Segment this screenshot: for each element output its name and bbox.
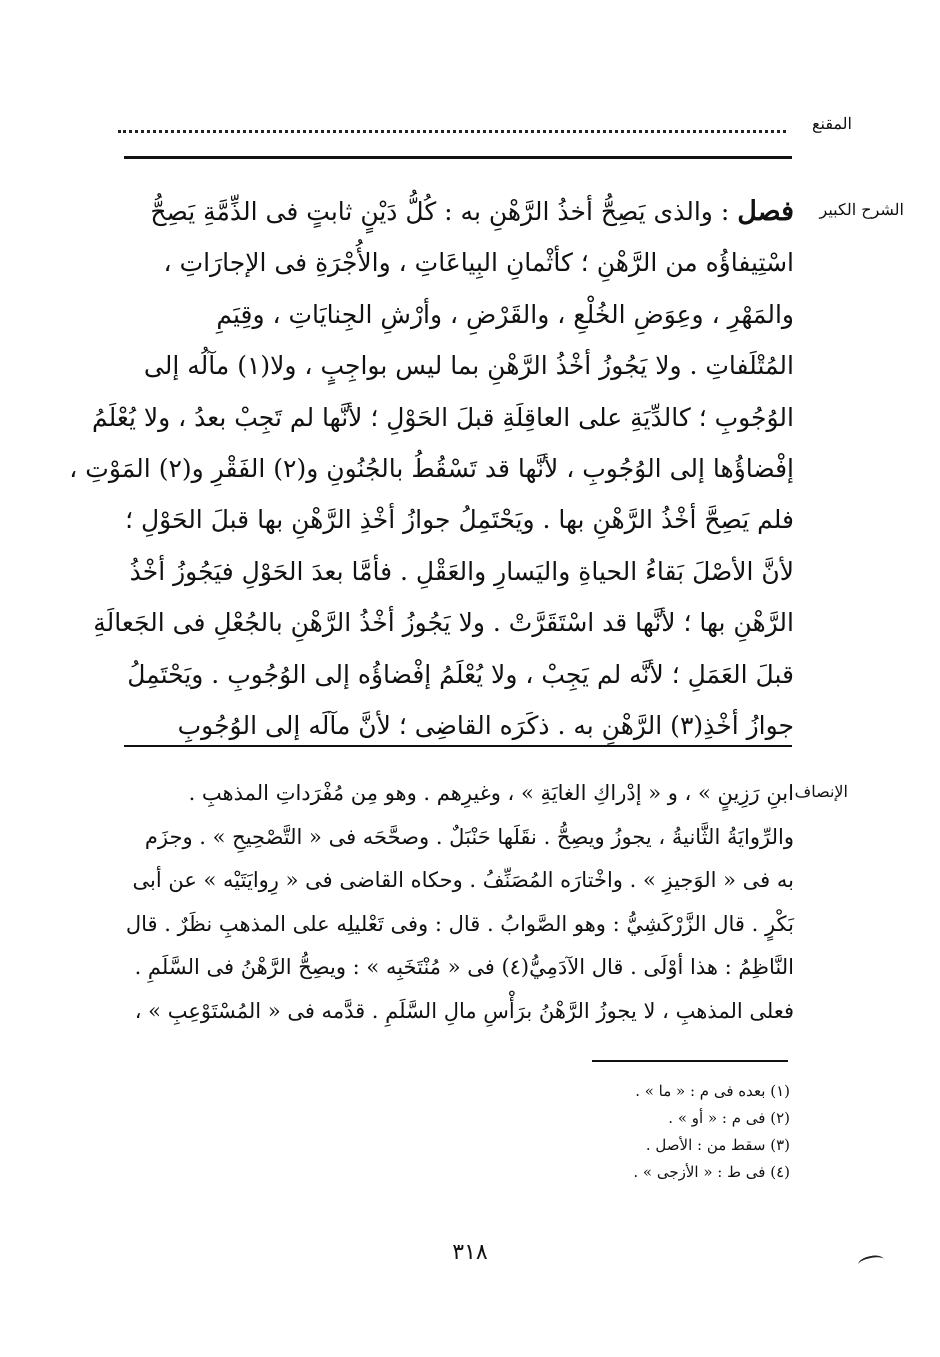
- footnote-3: (٣) سقط من : الأصل .: [645, 1136, 790, 1154]
- insaf-body: [122, 772, 794, 1034]
- insaf-label: الإنصاف: [794, 782, 848, 801]
- insaf-line-1: ابنِ رَزِينٍ » ، و « إدْراكِ الغايَةِ » ، وغيرِهم . وهو مِن مُفْرَداتِ المذهبِ .: [188, 781, 794, 805]
- footnote-4: (٤) فى ط : « الأزجى » .: [633, 1163, 790, 1181]
- sharh-label: الشرح الكبير: [819, 200, 904, 219]
- insaf-line-6: فعلى المذهبِ ، لا يجوزُ الرَّهْنُ برَأْسِ مالِ السَّلَمِ . قدَّمه فى « المُسْتَوْعِبِ » ،: [134, 998, 794, 1023]
- main-line-5: الوُجُوبِ ؛ كالدِّيَةِ على العاقِلَةِ قبلَ الحَوْلِ ؛ لأنَّها لم تَجِبْ بعدُ ، ولا يُعْلَمُ: [92, 402, 794, 432]
- insaf-line-5: النَّاظِمُ : هذا أوْلَى . قال الآدَمِيُّ(٤) فى « مُنْتَخَبِه » : ويصِحُّ الرَّهْنُ فى السَّلَمِ .: [134, 955, 794, 980]
- insaf-line-4: بَكْرٍ . قال الزَّرْكَشِيُّ : وهو الصَّوابُ . قال : وفى تَعْليلِه على المذهبِ نظَرٌ . قال: [125, 911, 794, 936]
- sharh-body: [69, 186, 794, 751]
- insaf-line-3: به فى « الوَجيزِ » . واخْتارَه المُصَنِّفُ . وحكاه القاضى فى « رِوايَتَيْه » عن أبى: [132, 868, 794, 893]
- footnotes: [633, 1078, 790, 1186]
- header-rule: [124, 156, 792, 159]
- page-number: ٣١٨: [452, 1240, 488, 1265]
- running-header: المقنع: [811, 114, 852, 133]
- main-line-3: والمَهْرِ ، وعِوَضِ الخُلْعِ ، والقَرْضِ ، وأرْشِ الجِنايَاتِ ، وقِيَمِ: [216, 299, 794, 329]
- main-line-11: جوازُ أخْذِ(٣) الرَّهْنِ به . ذكَرَه القاضِى ؛ لأنَّ مآلَه إلى الوُجُوبِ: [177, 710, 794, 740]
- section-divider: [124, 745, 792, 747]
- main-line-2: اسْتِيفاؤُه من الرَّهْنِ ؛ كأثْمانِ البِياعَاتِ ، والأُجْرَةِ فى الإجارَاتِ ،: [163, 248, 794, 278]
- corner-mark: [857, 1253, 885, 1270]
- insaf-line-2: والرِّوايَةُ الثَّانيةُ ، يجوزُ ويصِحُّ . نقَلَها حَنْبَلٌ . وصحَّحَه فى « التَّصْحِيحِ » . وجزَم: [144, 824, 794, 849]
- dotted-rule: [118, 120, 786, 133]
- footnote-2: (٢) فى م : « أو » .: [668, 1109, 790, 1127]
- section-lead-word: فصل: [737, 196, 794, 227]
- main-line-7: فلم يَصِحَّ أخْذُ الرَّهْنِ بها . ويَحْتَمِلُ جوازُ أخْذِ الرَّهْنِ بها قبلَ الحَوْلِ ؛: [125, 505, 794, 535]
- main-line-6: إفْضاؤُها إلى الوُجُوبِ ، لأنَّها قد تَسْقُطُ بالجُنُونِ و(٢) الفَقْرِ و(٢) المَوْتِ ،: [69, 453, 794, 483]
- main-line-8: لأنَّ الأصْلَ بَقاءُ الحياةِ واليَسارِ والعَقْلِ . فأمَّا بعدَ الحَوْلِ فيَجُوزُ أخْذُ: [129, 556, 794, 586]
- main-line-4: المُتْلَفاتِ . ولا يَجُوزُ أخْذُ الرَّهْنِ بما ليس بواجِبٍ ، ولا(١) مآلُه إلى: [143, 351, 794, 381]
- main-line-1: فصل : والذى يَصِحُّ أخذُ الرَّهْنِ به : كُلُّ دَيْنٍ ثابتٍ فى الذِّمَّةِ يَصِحُّ: [150, 196, 794, 227]
- main-line-9: الرَّهْنِ بها ؛ لأنَّها قد اسْتَقَرَّتْ . ولا يَجُوزُ أخْذُ الرَّهْنِ بالجُعْلِ فى الجَعالَةِ: [93, 608, 794, 638]
- footnote-rule: [592, 1060, 788, 1062]
- main-line-10: قبلَ العَمَلِ ؛ لأنَّه لم يَجِبْ ، ولا يُعْلَمُ إفْضاؤُه إلى الوُجُوبِ . ويَحْتَمِلُ: [127, 659, 794, 689]
- footnote-1: (١) بعده فى م : « ما » .: [635, 1082, 790, 1100]
